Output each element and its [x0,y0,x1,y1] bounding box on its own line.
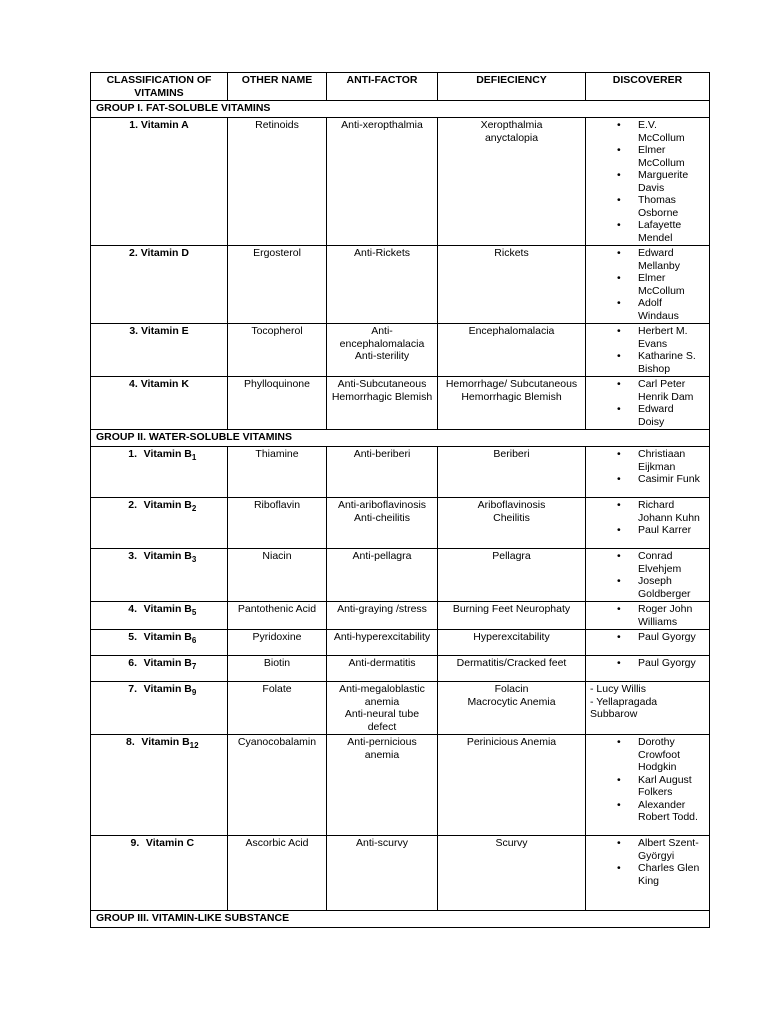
discoverer-name: Alexander Robert Todd. [638,798,698,823]
discoverer-name: Herbert M. Evans [638,325,688,350]
other-name: Retinoids [228,118,327,246]
vitamin-name [91,682,228,735]
list-item [589,403,706,428]
discoverer [586,377,710,430]
vitamin-name: 2. Vitamin D [91,246,228,324]
deficiency-line: Dermatitis/Cracked feet [456,657,567,669]
deficiency [438,735,586,836]
vitamin-subscript: 2 [191,504,197,514]
discoverer [586,735,710,836]
vitamin-name: 3. Vitamin E [91,324,228,377]
discoverer-name: Dorothy Crowfoot Hodgkin [638,736,681,773]
list-item [589,499,706,524]
bullet-icon: • [617,297,621,309]
anti-factor-line: Anti-graying /stress [337,603,427,615]
anti-factor-line: Anti-pernicious anemia [347,736,417,761]
bullet-icon: • [617,499,621,511]
discoverer-list [589,657,706,670]
bullet-icon: • [617,798,621,811]
bullet-icon: • [617,272,621,284]
vitamin-label: Vitamin B [141,736,190,748]
discoverer-list [589,631,706,644]
bullet-icon: • [617,144,621,156]
discoverer [586,630,710,656]
discoverer-name: Charles Glen King [638,862,700,887]
discoverer-list [589,736,706,824]
header-classification: CLASSIFICATION OF VITAMINS [91,73,228,101]
header-other-name: OTHER NAME [228,73,327,101]
list-item [589,169,706,194]
discoverer-list [589,378,706,428]
discoverer [586,549,710,602]
discoverer-name: Paul Gyorgy [638,631,696,643]
discoverer [586,682,710,735]
discoverer-name: Elmer McCollum [638,272,685,297]
list-item: - Yellapragada Subbarow [590,695,658,720]
list-item [589,657,706,670]
other-name: Riboflavin [228,498,327,549]
table-row [91,656,710,682]
discoverer-list [589,499,706,537]
discoverer-name: Richard Johann Kuhn [638,499,700,524]
deficiency-line: anyctalopia [484,131,539,144]
discoverer-name: Paul Karrer [638,524,692,536]
anti-factor-line: Anti-megaloblastic anemia [339,683,425,708]
discoverer-name: Lafayette Mendel [638,219,682,244]
bullet-icon: • [617,473,621,485]
discoverer [586,656,710,682]
group-title: GROUP III. VITAMIN-LIKE SUBSTANCE [91,911,710,928]
vitamin-name [91,630,228,656]
discoverer-list [589,247,706,322]
row-number: 6. [128,657,138,669]
group-heading-row [91,911,710,928]
anti-factor-line: Anti-dermatitis [348,657,416,669]
deficiency-line: Perinicious Anemia [466,736,557,748]
discoverer-name: Carl Peter Henrik Dam [638,378,694,403]
deficiency [438,656,586,682]
discoverer-list [589,603,706,628]
anti-factor [327,118,438,246]
table-row [91,602,710,630]
deficiency [438,836,586,911]
anti-factor [327,602,438,630]
vitamin-subscript: 12 [189,741,199,751]
deficiency-line: Macrocytic Anemia [467,695,556,708]
discoverer-list [589,119,706,244]
anti-factor-line: Anti-beriberi [353,448,411,460]
row-number: 1. [128,448,138,460]
deficiency [438,549,586,602]
anti-factor-line: Anti-encephalomalacia [339,325,425,350]
deficiency [438,377,586,430]
vitamin-subscript: 3 [191,555,197,565]
bullet-icon: • [617,169,621,181]
other-name: Niacin [228,549,327,602]
vitamins-table [90,72,710,928]
anti-factor [327,630,438,656]
vitamin-name [91,549,228,602]
deficiency [438,118,586,246]
list-item [589,603,706,628]
deficiency-line: Encephalomalacia [468,325,555,337]
anti-factor [327,246,438,324]
table-row [91,735,710,836]
discoverer-name: Edward Doisy [638,403,674,428]
bullet-icon: • [617,603,621,615]
list-item [589,247,706,272]
deficiency-line: Burning Feet Neurophaty [452,603,571,615]
row-number: 5. [128,631,138,643]
row-number: 9. [130,837,140,849]
discoverer-list [589,683,706,721]
anti-factor [327,377,438,430]
discoverer [586,246,710,324]
deficiency-line: Scurvy [495,837,528,849]
other-name: Cyanocobalamin [228,735,327,836]
other-name: Folate [228,682,327,735]
bullet-icon: • [617,119,621,131]
bullet-icon: • [617,194,621,206]
list-item [589,575,706,600]
discoverer-name: Joseph Goldberger [638,575,691,600]
bullet-icon: • [617,837,621,849]
deficiency [438,447,586,498]
list-item [589,736,706,774]
list-item [589,297,706,322]
vitamin-label: Vitamin B [143,448,192,460]
anti-factor [327,735,438,836]
list-item [589,550,706,575]
bullet-icon: • [617,524,621,536]
anti-factor [327,549,438,602]
other-name: Ascorbic Acid [228,836,327,911]
vitamin-label: Vitamin B [143,631,192,643]
discoverer [586,836,710,911]
bullet-icon: • [617,631,621,643]
deficiency-line: Pellagra [492,550,531,562]
discoverer [586,118,710,246]
header-deficiency: DEFIECIENCY [438,73,586,101]
vitamin-name [91,602,228,630]
discoverer-name: Casimir Funk [638,473,700,485]
deficiency [438,630,586,656]
list-item [589,350,706,375]
bullet-icon: • [617,657,621,669]
bullet-icon: • [617,350,621,362]
anti-factor [327,498,438,549]
bullet-icon: • [617,378,621,390]
anti-factor-line: Anti-cheilitis [353,511,411,524]
deficiency-line: Cheilitis [493,511,530,524]
bullet-icon: • [617,403,621,415]
other-name: Biotin [228,656,327,682]
other-name: Ergosterol [228,246,327,324]
other-name: Thiamine [228,447,327,498]
vitamin-label: Vitamin B [143,499,192,511]
list-item [589,473,706,486]
list-item [589,862,706,887]
anti-factor-line: Anti-xeropthalmia [341,119,423,131]
table-row [91,377,710,430]
anti-factor-line: Anti-sterility [354,350,410,362]
vitamin-name [91,447,228,498]
bullet-icon: • [617,247,621,259]
row-number: 8. [126,736,135,748]
discoverer-name: Thomas Osborne [638,194,679,219]
deficiency [438,682,586,735]
anti-factor-line: Anti-ariboflavinosis [337,499,427,511]
table-row [91,324,710,377]
table-row [91,549,710,602]
list-item [589,837,706,862]
discoverer [586,447,710,498]
group-title: GROUP I. FAT-SOLUBLE VITAMINS [91,101,710,118]
deficiency-line: Ariboflavinosis [477,499,546,511]
discoverer-list [589,448,706,486]
anti-factor [327,656,438,682]
bullet-icon: • [617,773,621,786]
group-heading-row [91,430,710,447]
other-name: Pyridoxine [228,630,327,656]
discoverer-list [589,837,706,887]
list-item [589,631,706,644]
list-item [589,448,706,473]
row-number: 7. [128,683,138,695]
anti-factor-line: Anti-pellagra [352,550,412,562]
deficiency-line: Beriberi [493,448,530,460]
other-name: Phylloquinone [228,377,327,430]
discoverer-name: Roger John Williams [638,603,693,628]
list-item [589,119,706,144]
list-item [589,194,706,219]
vitamin-subscript: 1 [191,453,197,463]
deficiency-line: Xeropthalmia [480,119,543,131]
vitamin-subscript: 6 [191,636,197,646]
vitamin-label: Vitamin B [143,683,192,695]
vitamin-name: 4. Vitamin K [91,377,228,430]
anti-factor [327,682,438,735]
row-number: 2. [128,499,138,511]
vitamin-label: Vitamin B [143,603,192,615]
deficiency-line: Hemorrhage/ Subcutaneous Hemorrhagic Blemish [445,378,578,403]
group-heading-row [91,101,710,118]
vitamin-subscript: 5 [191,608,197,618]
deficiency [438,498,586,549]
group-title: GROUP II. WATER-SOLUBLE VITAMINS [91,430,710,447]
discoverer-name: Conrad Elvehjem [638,550,682,575]
table-row [91,246,710,324]
bullet-icon: • [617,550,621,562]
discoverer-name: Katharine S. Bishop [638,350,696,375]
deficiency-line: Rickets [494,247,529,259]
header-anti-factor: ANTI-FACTOR [327,73,438,101]
list-item [589,774,706,799]
list-item [589,219,706,244]
anti-factor [327,324,438,377]
anti-factor [327,447,438,498]
discoverer [586,602,710,630]
anti-factor-line: Anti-Subcutaneous Hemorrhagic Blemish [331,378,433,403]
table-row [91,498,710,549]
anti-factor-line: Anti-hyperexcitability [333,631,431,643]
list-item [589,325,706,350]
vitamin-name [91,735,228,836]
vitamin-label: Vitamin B [143,657,192,669]
row-number: 4. [128,603,138,615]
discoverer-name: Christiaan Eijkman [638,448,686,473]
discoverer [586,498,710,549]
vitamin-name [91,656,228,682]
bullet-icon: • [617,736,621,748]
discoverer-list [589,325,706,375]
vitamin-name [91,498,228,549]
deficiency-line: Folacin [494,683,529,695]
vitamin-subscript: 9 [191,688,197,698]
table-row [91,836,710,911]
discoverer-name: Karl August Folkers [638,773,692,798]
anti-factor-line: Anti-scurvy [356,837,408,849]
table-row [91,630,710,656]
deficiency [438,246,586,324]
table-row [91,118,710,246]
bullet-icon: • [617,575,621,587]
vitamin-subscript: 7 [191,662,197,672]
other-name: Pantothenic Acid [228,602,327,630]
discoverer-name: Marguerite Davis [638,169,689,194]
table-row [91,447,710,498]
other-name: Tocopherol [228,324,327,377]
bullet-icon: • [617,219,621,231]
list-item [589,524,706,537]
deficiency [438,602,586,630]
vitamin-name [91,836,228,911]
bullet-icon: • [617,325,621,337]
list-item [589,378,706,403]
vitamin-name: 1. Vitamin A [91,118,228,246]
discoverer-name: E.V. McCollum [638,119,685,144]
header-discoverer: DISCOVERER [586,73,710,101]
table-header-row [91,73,710,101]
anti-factor-line: Anti-neural tube defect [344,708,420,733]
bullet-icon: • [617,862,621,874]
anti-factor-line: Anti-Rickets [353,247,410,259]
list-item [589,144,706,169]
discoverer-name: Elmer McCollum [638,144,685,169]
discoverer-name: Adolf Windaus [638,297,679,322]
anti-factor [327,836,438,911]
discoverer-name: Edward Mellanby [638,247,681,272]
vitamin-label: Vitamin C [145,837,195,849]
list-item [589,272,706,297]
list-item [589,799,706,824]
list-item: - Lucy Willis [590,683,647,695]
deficiency-line: Hyperexcitability [473,631,550,643]
discoverer [586,324,710,377]
discoverer-name: Paul Gyorgy [638,657,696,669]
discoverer-list [589,550,706,600]
deficiency [438,324,586,377]
table-row [91,682,710,735]
bullet-icon: • [617,448,621,460]
row-number: 3. [128,550,138,562]
vitamin-label: Vitamin B [143,550,192,562]
discoverer-name: Albert Szent-Györgyi [638,837,699,862]
